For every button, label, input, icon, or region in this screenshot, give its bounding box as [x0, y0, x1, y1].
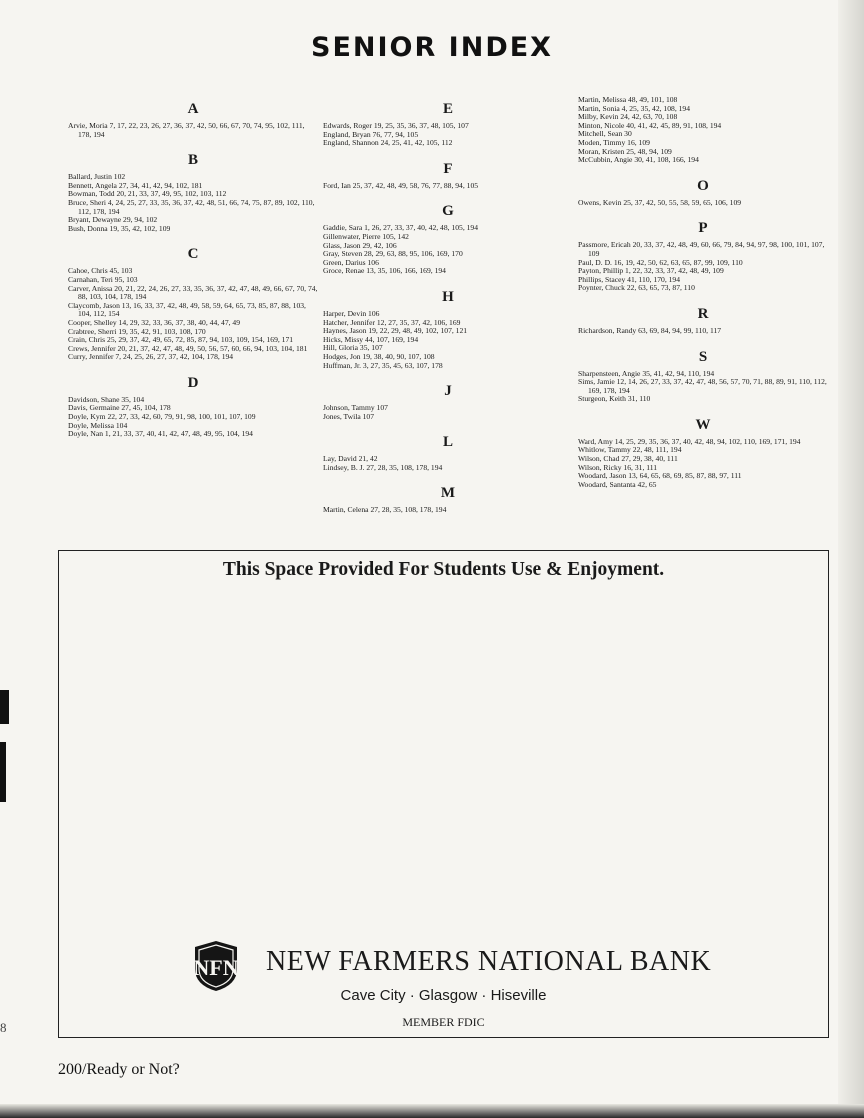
- edge-page-number: 8: [0, 1020, 7, 1035]
- index-entry: Crabtree, Sherri 19, 35, 42, 91, 103, 108, 170: [68, 326, 206, 336]
- section-gap: [323, 190, 573, 196]
- index-entry: Sturgeon, Keith 31, 110: [578, 394, 651, 404]
- index-letter-heading: A: [187, 101, 199, 117]
- section-gap: [578, 404, 828, 410]
- index-entry: Bennett, Angela 27, 34, 41, 42, 94, 102, 181: [68, 180, 203, 190]
- index-entry: Johnson, Tammy 107: [323, 403, 388, 413]
- bank-cities: Cave City · Glasgow · Hiseville: [340, 987, 547, 1004]
- bank-logo-letters: NFN: [193, 955, 239, 980]
- index-entry: Phillips, Stacey 41, 110, 170, 194: [578, 274, 681, 284]
- index-entry: Gray, Steven 28, 29, 63, 88, 95, 106, 169, 170: [323, 249, 463, 259]
- index-entry: Bush, Donna 19, 35, 42, 102, 109: [68, 223, 171, 233]
- index-entry: Bryant, Dewayne 29, 94, 102: [68, 215, 158, 225]
- index-entry: Poynter, Chuck 22, 63, 65, 73, 87, 110: [578, 283, 695, 293]
- index-entry: Cahoe, Chris 45, 103: [68, 266, 133, 276]
- section-gap: [323, 276, 573, 282]
- index-entry: Wilson, Chad 27, 29, 38, 40, 111: [578, 454, 678, 464]
- index-entry: McCubbin, Angie 30, 41, 108, 166, 194: [578, 155, 699, 165]
- index-letter-heading: G: [442, 203, 454, 220]
- index-entry: Doyle, Kym 22, 27, 33, 42, 60, 79, 91, 98, 100, 101, 107, 109: [68, 412, 256, 422]
- bank-shield-logo-icon: [191, 939, 241, 993]
- index-entry: Martin, Sonia 4, 25, 35, 42, 108, 194: [578, 103, 691, 113]
- index-entry: Ward, Amy 14, 25, 29, 35, 36, 37, 40, 42, 48, 94, 102, 110, 169, 171, 194: [578, 436, 801, 446]
- index-entry: Glass, Jason 29, 42, 106: [323, 240, 397, 250]
- index-entry: Milby, Kevin 24, 42, 63, 70, 108: [578, 112, 678, 122]
- index-entry: Paul, D. D. 16, 19, 42, 50, 62, 63, 65, 87, 99, 109, 110: [578, 257, 743, 267]
- index-letter-heading: M: [440, 485, 456, 502]
- index-entry: Doyle, Melissa 104: [68, 420, 128, 430]
- index-entry: Martin, Melissa 48, 49, 101, 108: [578, 95, 678, 104]
- index-entry: Woodard, Jason 13, 64, 65, 68, 69, 85, 87, 88, 97, 111: [578, 471, 742, 481]
- index-entry: Doyle, Nan 1, 21, 33, 37, 40, 41, 42, 47, 48, 49, 95, 104, 194: [68, 429, 253, 439]
- index-entry: Hatcher, Jennifer 12, 27, 35, 37, 42, 106, 169: [323, 317, 461, 327]
- index-letter-heading: C: [187, 246, 199, 263]
- index-column-3: [578, 96, 828, 495]
- section-gap: [68, 439, 318, 445]
- index-entry: Curry, Jennifer 7, 24, 25, 26, 27, 37, 42, 104, 178, 194: [68, 352, 234, 362]
- section-gap: [578, 489, 828, 495]
- left-edge-mark: [0, 742, 6, 802]
- page-edge-shadow: [838, 0, 864, 1118]
- left-edge-mark: [0, 690, 9, 724]
- index-entry: Harper, Devin 106: [323, 308, 380, 318]
- index-entry: Gillenwater, Pierre 105, 142: [323, 231, 409, 241]
- bank-name: NEW FARMERS NATIONAL BANK: [266, 946, 712, 977]
- section-gap: [578, 293, 828, 299]
- index-entry: Davis, Germaine 27, 45, 104, 178: [68, 403, 171, 413]
- section-gap: [323, 421, 573, 427]
- section-gap: [323, 472, 573, 478]
- index-letter-heading: L: [442, 434, 453, 451]
- section-gap: [68, 362, 318, 368]
- page-footer: 200/Ready or Not?: [58, 1061, 180, 1078]
- index-entry: Martin, Celena 27, 28, 35, 108, 178, 194: [323, 505, 447, 515]
- section-gap: [68, 139, 318, 145]
- index-entry: Ballard, Justin 102: [68, 172, 126, 182]
- index-column-1: [68, 94, 318, 445]
- index-letter-heading: E: [442, 101, 453, 117]
- index-letter-heading: P: [698, 220, 708, 237]
- index-entry: Groce, Renae 13, 35, 106, 166, 169, 194: [323, 266, 446, 276]
- index-entry: Wilson, Ricky 16, 31, 111: [578, 462, 658, 472]
- index-entry: Whitlow, Tammy 22, 48, 111, 194: [578, 445, 682, 455]
- index-entry: Crews, Jennifer 20, 21, 37, 42, 47, 48, 49, 50, 56, 57, 60, 66, 94, 103, 104, 181: [68, 343, 308, 353]
- index-entry: Richardson, Randy 63, 69, 84, 94, 99, 110, 117: [578, 325, 722, 335]
- index-entry: Jones, Twila 107: [323, 411, 375, 421]
- index-letter-heading: S: [698, 348, 708, 365]
- index-entry: Bruce, Sheri 4, 24, 25, 27, 33, 35, 36, 37, 42, 48, 51, 66, 74, 75, 87, 89, 102, 110, 112, 178, 194: [68, 197, 315, 216]
- index-entry: Passmore, Ericah 20, 33, 37, 42, 48, 49, 60, 66, 79, 84, 94, 97, 98, 100, 101, 107, 109: [578, 240, 825, 258]
- section-gap: [323, 515, 573, 521]
- section-gap: [323, 370, 573, 376]
- index-entry: Crain, Chris 25, 29, 37, 42, 49, 65, 72, 85, 87, 94, 103, 109, 154, 169, 171: [68, 335, 294, 345]
- index-entry: Haynes, Jason 19, 22, 29, 48, 49, 102, 107, 121: [323, 326, 468, 336]
- section-gap: [578, 207, 828, 213]
- index-letter-heading: R: [697, 305, 709, 322]
- index-letter-heading: F: [443, 160, 453, 177]
- index-entry: Payton, Phillip 1, 22, 32, 33, 37, 42, 48, 49, 109: [578, 266, 724, 276]
- index-entry: Hill, Gloria 35, 107: [323, 343, 383, 353]
- index-letter-heading: D: [187, 374, 199, 391]
- page-bottom-shadow: [0, 1104, 864, 1118]
- section-gap: [323, 148, 573, 154]
- index-entry: Mitchell, Sean 30: [578, 129, 632, 139]
- index-entry: Hicks, Missy 44, 107, 169, 194: [323, 334, 419, 344]
- index-letter-heading: W: [695, 416, 711, 433]
- index-entry: Moden, Timmy 16, 109: [578, 137, 650, 147]
- section-gap: [578, 336, 828, 342]
- index-entry: Huffman, Jr. 3, 27, 35, 45, 63, 107, 178: [323, 360, 443, 370]
- index-entry: Green, Darius 106: [323, 257, 379, 267]
- index-letter-heading: J: [444, 383, 452, 400]
- index-letter-heading: O: [697, 177, 709, 194]
- index-entry: Cooper, Shelley 14, 29, 32, 33, 36, 37, 38, 40, 44, 47, 49: [68, 317, 241, 327]
- index-letter-heading: H: [442, 288, 454, 305]
- index-entry: Sharpensteen, Angie 35, 41, 42, 94, 110, 194: [578, 368, 715, 378]
- index-entry: Arvie, Moria 7, 17, 22, 23, 26, 27, 36, 37, 42, 50, 66, 67, 70, 74, 95, 102, 111, 178, 194: [68, 121, 305, 139]
- page-title: SENIOR INDEX: [311, 32, 553, 63]
- student-space-box: [58, 550, 829, 1038]
- index-letter-heading: B: [187, 152, 198, 169]
- index-entry: Bowman, Todd 20, 21, 33, 37, 49, 95, 102, 103, 112: [68, 189, 227, 199]
- index-entry: Sims, Jamie 12, 14, 26, 27, 33, 37, 42, 47, 48, 56, 57, 70, 71, 88, 89, 91, 110, 112, 169, 178, 194: [578, 377, 827, 395]
- index-entry: Owens, Kevin 25, 37, 42, 50, 55, 58, 59, 65, 106, 109: [578, 197, 742, 207]
- index-entry: Carver, Anissa 20, 21, 22, 24, 26, 27, 33, 35, 36, 37, 42, 47, 48, 49, 66, 67, 70, 74, 88, 103, 104, 178, 194: [68, 283, 318, 302]
- index-entry: Davidson, Shane 35, 104: [68, 394, 145, 404]
- bank-fdic-notice: MEMBER FDIC: [402, 1015, 485, 1029]
- index-entry: Claycomb, Jason 13, 16, 33, 37, 42, 48, 49, 58, 59, 64, 65, 73, 85, 87, 88, 103, 104, 112, 154: [68, 300, 306, 319]
- index-entry: Minton, Nicole 40, 41, 42, 45, 89, 91, 108, 194: [578, 120, 722, 130]
- index-entry: Gaddie, Sara 1, 26, 27, 33, 37, 40, 42, 48, 105, 194: [323, 223, 479, 233]
- index-entry: Ford, Ian 25, 37, 42, 48, 49, 58, 76, 77, 88, 94, 105: [323, 180, 479, 190]
- space-heading: This Space Provided For Students Use & Enjoyment.: [222, 559, 665, 580]
- index-entry: England, Bryan 76, 77, 94, 105: [323, 129, 419, 139]
- index-entry: Hodges, Jon 19, 38, 40, 90, 107, 108: [323, 351, 435, 361]
- section-gap: [578, 165, 828, 171]
- index-entry: Lay, David 21, 42: [323, 454, 378, 464]
- index-entry: Woodard, Santanta 42, 65: [578, 479, 657, 489]
- index-column-2: [323, 94, 573, 521]
- index-entry: Carnahan, Teri 95, 103: [68, 274, 138, 284]
- section-gap: [68, 233, 318, 239]
- index-entry: Edwards, Roger 19, 25, 35, 36, 37, 48, 105, 107: [323, 121, 469, 130]
- index-entry: Lindsey, B. J. 27, 28, 35, 108, 178, 194: [323, 462, 443, 472]
- index-entry: Moran, Kristen 25, 48, 94, 109: [578, 146, 672, 156]
- index-entry: England, Shannon 24, 25, 41, 42, 105, 112: [323, 138, 453, 148]
